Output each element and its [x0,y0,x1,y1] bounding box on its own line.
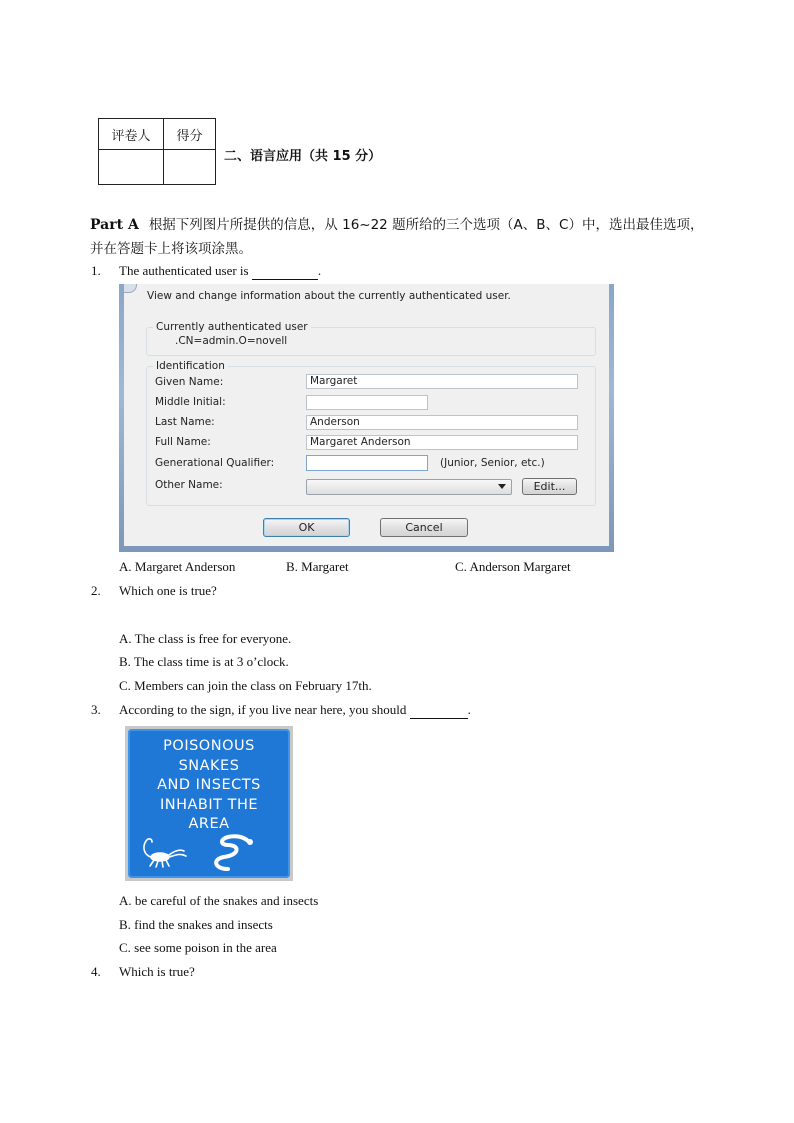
question-text: The authenticated user is [119,263,249,278]
current-user-value: .CN=admin.O=novell [175,335,288,347]
part-label: Part A [90,217,139,233]
current-user-legend: Currently authenticated user [153,321,311,333]
chevron-down-icon [498,484,506,489]
question-number: 1. [91,263,101,278]
q2-option-a: A. The class is free for everyone. [119,631,292,646]
middle-initial-label: Middle Initial: [155,396,226,408]
q2-option-c: C. Members can join the class on February 17th. [119,678,372,693]
instruction-line-1: 根据下列图片所提供的信息，从 16~22 题所给的三个选项（A、B、C）中，选出最佳选项， [148,217,704,233]
q3-option-c: C. see some poison in the area [119,940,277,955]
q3-option-a: A. be careful of the snakes and insects [119,893,319,908]
section-title: 二、语言应用（共 15 分） [224,149,382,164]
question-suffix: . [317,263,322,278]
score-table [98,118,216,185]
sign-line: POISONOUS [163,738,255,754]
qualifier-field [306,455,428,471]
sign-text [128,737,290,835]
question-text: Which one is true? [119,583,217,598]
qualifier-hint: (Junior, Senior, etc.) [440,457,545,469]
current-user-group [146,321,596,356]
grader-cell [99,150,164,185]
last-name-label: Last Name: [155,416,215,428]
given-name-label: Given Name: [155,376,224,388]
question-number: 3. [91,702,101,717]
scorpion-icon [144,839,186,867]
identification-legend: Identification [153,360,228,372]
poison-warning-sign-image [125,726,293,881]
other-name-label: Other Name: [155,479,223,491]
dialog-description: View and change information about the currently authenticated user. [147,290,511,302]
middle-initial-field [306,395,428,410]
ok-button: OK [263,518,350,537]
question-number: 4. [91,964,101,979]
cancel-button: Cancel [380,518,468,537]
question-text: Which is true? [119,964,195,979]
question-text: According to the sign, if you live near here, you should [119,702,407,717]
given-name-field: Margaret [306,374,578,389]
instruction-line-2: 并在答题卡上将该项涂黑。 [90,241,252,257]
sign-line: AREA [188,816,230,832]
grader-header: 评卷人 [99,119,164,150]
score-cell [164,150,216,185]
q3-option-b: B. find the snakes and insects [119,917,273,932]
q1-option-c: C. Anderson Margaret [455,559,571,574]
other-name-dropdown [306,479,512,495]
answer-blank [252,263,318,280]
q1-option-a: A. Margaret Anderson [119,559,236,574]
sign-line: AND INSECTS [157,777,261,793]
part-a-instructions [90,213,720,261]
qualifier-label: Generational Qualifier: [155,457,275,469]
sign-artwork [136,829,286,874]
full-name-label: Full Name: [155,436,211,448]
question-number: 2. [91,583,101,598]
last-name-field: Anderson [306,415,578,430]
q1-option-b: B. Margaret [286,559,349,574]
snake-icon [216,836,253,869]
user-info-dialog-image [119,284,614,552]
sign-line: INHABIT THE [159,796,259,813]
full-name-field: Margaret Anderson [306,435,578,450]
score-header: 得分 [164,119,216,150]
edit-button: Edit... [522,478,577,495]
q2-option-b: B. The class time is at 3 o’clock. [119,654,289,669]
dialog-title-corner [124,284,137,293]
question-suffix: . [467,702,471,717]
sign-line: SNAKES [178,757,240,774]
answer-blank [410,702,468,719]
